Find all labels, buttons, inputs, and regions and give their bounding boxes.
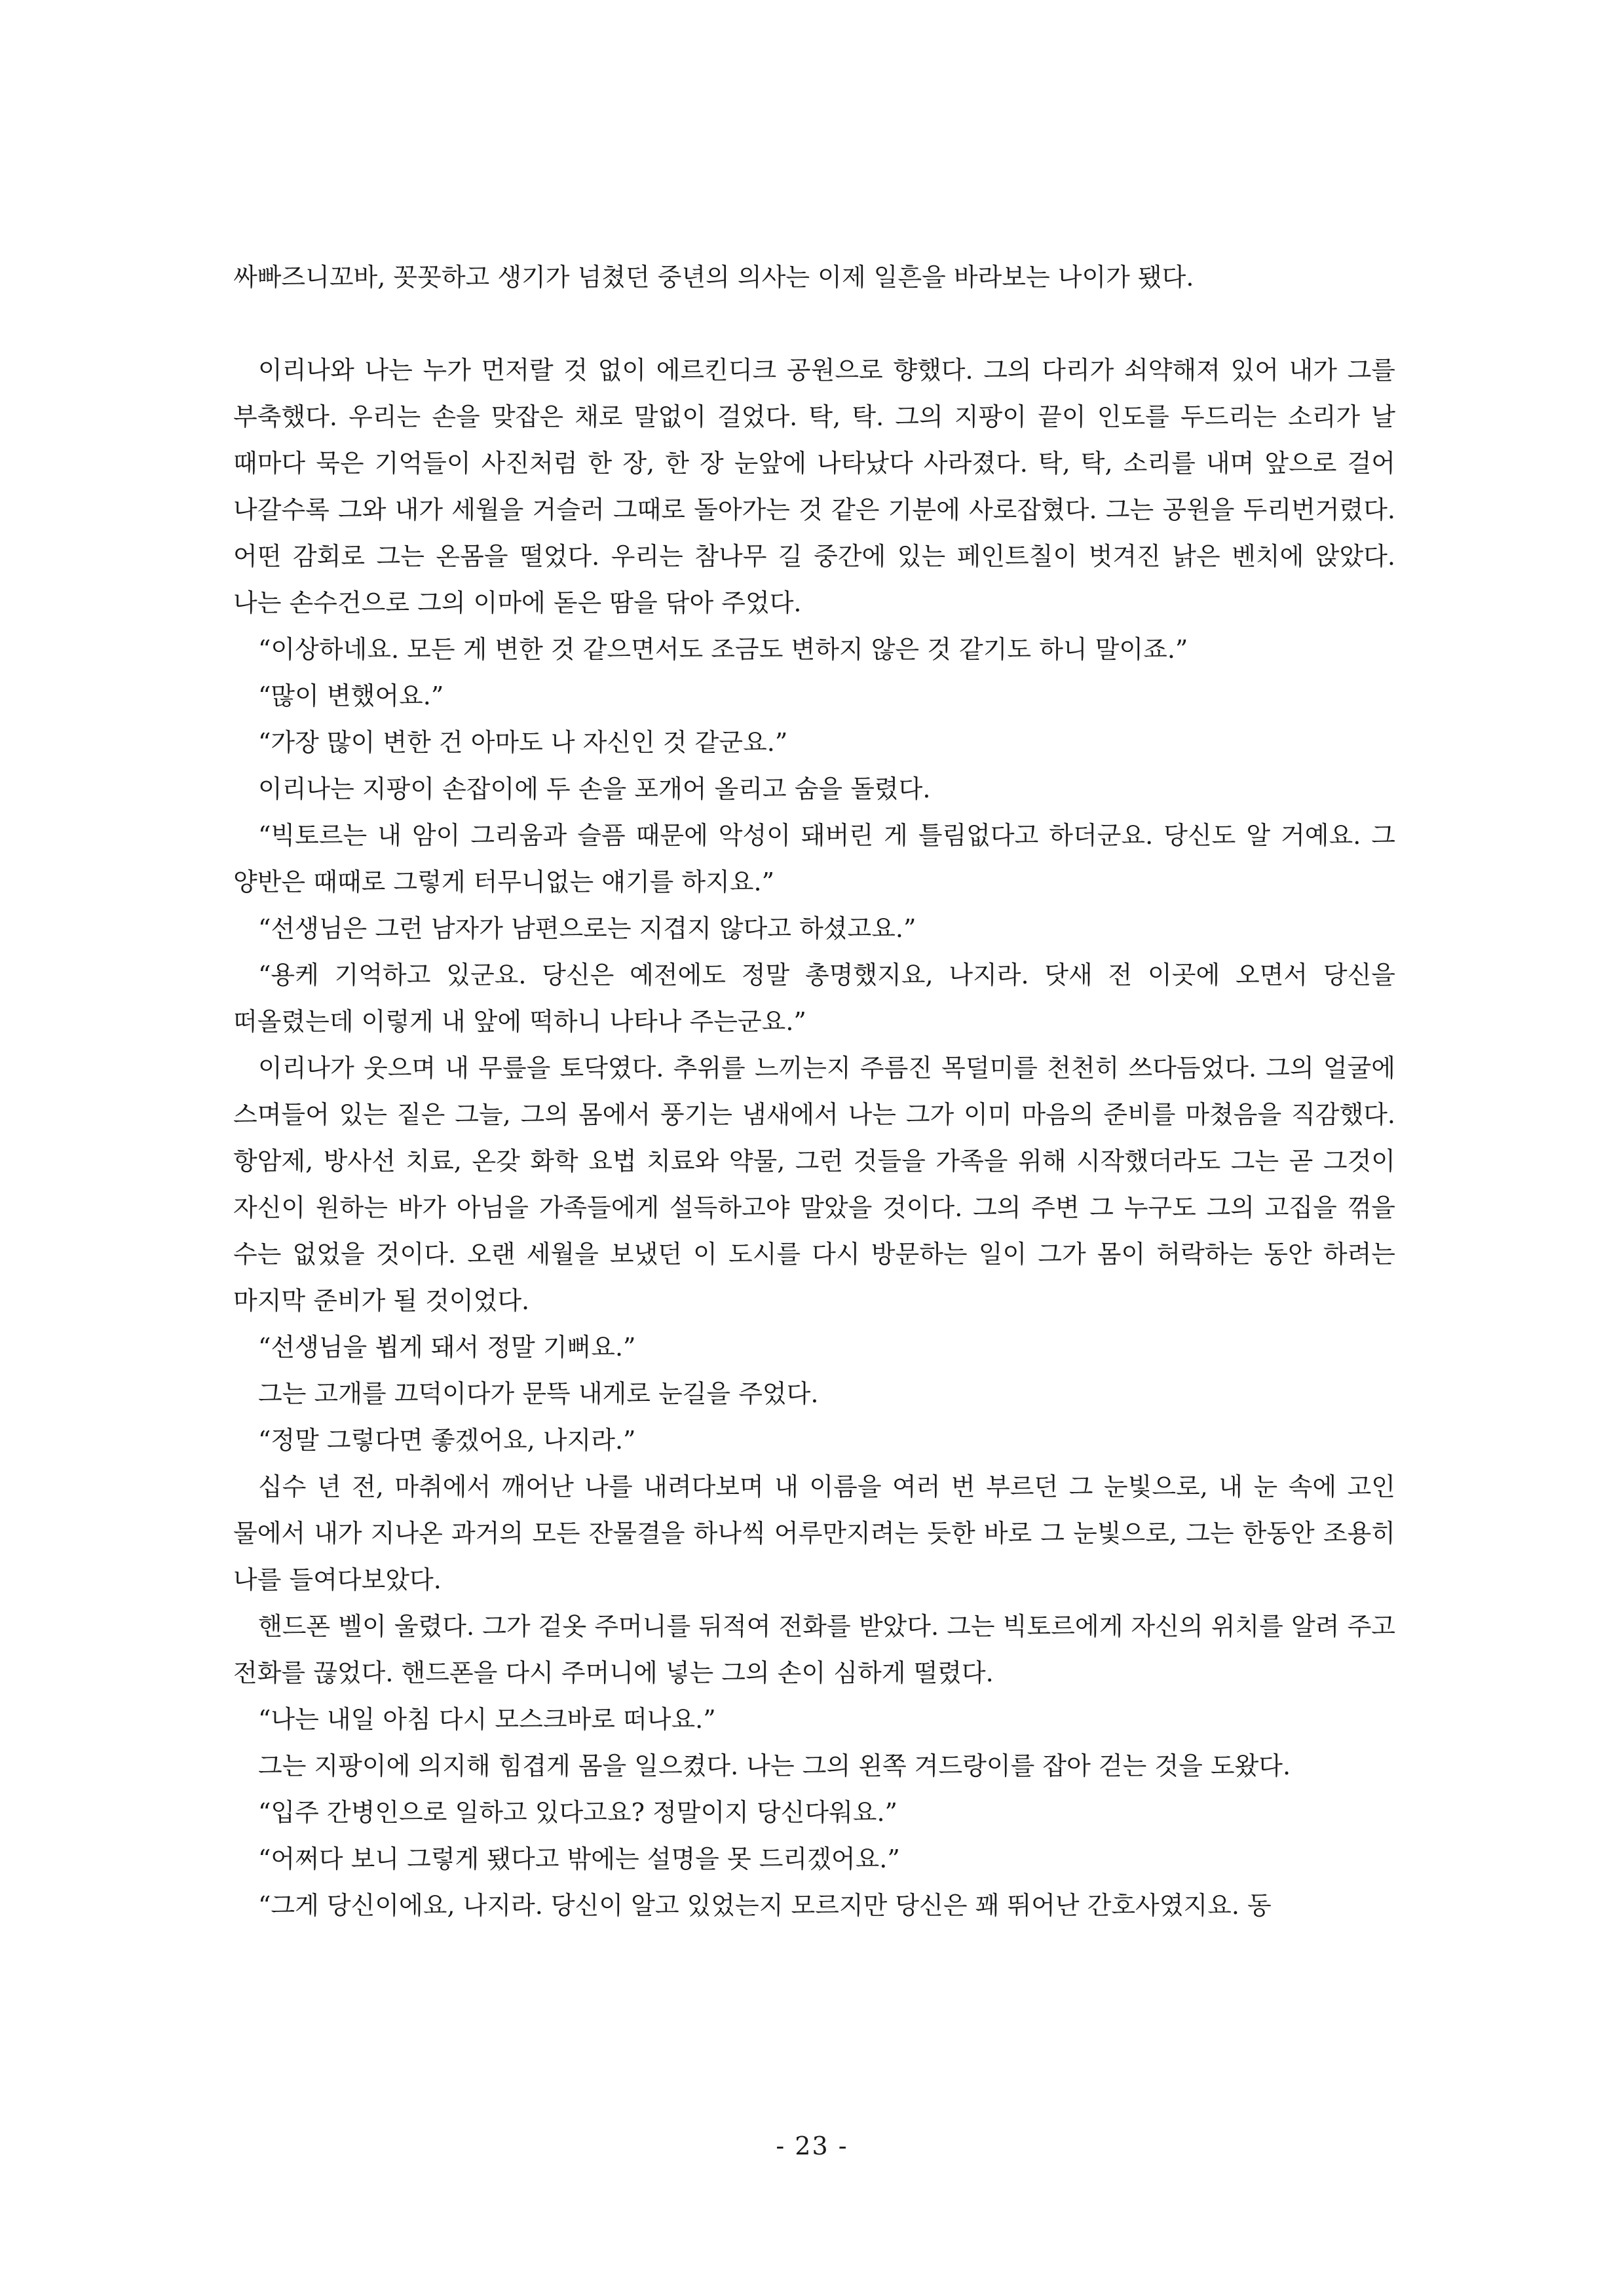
paragraph: 이리나와 나는 누가 먼저랄 것 없이 에르킨디크 공원으로 향했다. 그의 다리가 쇠약해져 있어 내가 그를 부축했다. 우리는 손을 맞잡은 채로 말없이 걸었다. 탁, 탁. 그의 지팡이 끝이 인도를 두드리는 소리가 날 때마다 묵은 기억들이 사진처럼 한 장, 한 장 눈앞에 나타났다 사라졌다. 탁, 탁, 소리를 내며 앞으로 걸어 나갈수록 그와 내가 세월을 거슬러 그때로 돌아가는 것 같은 기분에 사로잡혔다. 그는 공원을 두리번거렸다. 어떤 감회로 그는 온몸을 떨었다. 우리는 참나무 길 중간에 있는 페인트칠이 벗겨진 낡은 벤치에 앉았다. 나는 손수건으로 그의 이마에 돋은 땀을 닦아 주었다. — [233, 356, 1395, 617]
paragraph: 이리나는 지팡이 손잡이에 두 손을 포개어 올리고 숨을 돌렸다. — [258, 775, 931, 803]
paragraph: 십수 년 전, 마취에서 깨어난 나를 내려다보며 내 이름을 여러 번 부르던 그 눈빛으로, 내 눈 속에 고인 물에서 내가 지나온 과거의 모든 잔물결을 하나씩 어루만지려는 듯한 바로 그 눈빛으로, 그는 한동안 조용히 나를 들여다보았다. — [233, 1472, 1395, 1594]
paragraph: 싸빠즈니꼬바, 꼿꼿하고 생기가 넘쳤던 중년의 의사는 이제 일흔을 바라보는 나이가 됐다. — [233, 263, 1194, 292]
page-body — [233, 254, 1395, 1929]
paragraph: 핸드폰 벨이 울렸다. 그가 겉옷 주머니를 뒤적여 전화를 받았다. 그는 빅토르에게 자신의 위치를 알려 주고 전화를 끊었다. 핸드폰을 다시 주머니에 넣는 그의 손이 심하게 떨렸다. — [233, 1612, 1395, 1687]
dialogue-line: “선생님을 뵙게 돼서 정말 기뻐요.” — [258, 1333, 636, 1362]
dialogue-line: “나는 내일 아침 다시 모스크바로 떠나요.” — [258, 1705, 716, 1734]
dialogue-line: “정말 그렇다면 좋겠어요, 나지라.” — [258, 1426, 636, 1455]
dialogue-line: “많이 변했어요.” — [258, 681, 444, 710]
dialogue-line: “그게 당신이에요, 나지라. 당신이 알고 있었는지 모르지만 당신은 꽤 뛰어난 간호사였지요. 동 — [258, 1891, 1272, 1920]
paragraph: 그는 지팡이에 의지해 힘겹게 몸을 일으켰다. 나는 그의 왼쪽 겨드랑이를 잡아 걷는 것을 도왔다. — [258, 1751, 1291, 1780]
dialogue-line: “빅토르는 내 암이 그리움과 슬픔 때문에 악성이 돼버린 게 틀림없다고 하더군요. 당신도 알 거예요. 그 양반은 때때로 그렇게 터무니없는 얘기를 하지요.” — [233, 821, 1395, 896]
dialogue-line: “가장 많이 변한 건 아마도 나 자신인 것 같군요.” — [258, 728, 788, 757]
paragraph: 그는 고개를 끄덕이다가 문뜩 내게로 눈길을 주었다. — [258, 1379, 819, 1408]
dialogue-line: “용케 기억하고 있군요. 당신은 예전에도 정말 총명했지요, 나지라. 닷새 전 이곳에 오면서 당신을 떠올렸는데 이렇게 내 앞에 떡하니 나타나 주는군요.” — [233, 961, 1395, 1036]
dialogue-line: “선생님은 그런 남자가 남편으로는 지겹지 않다고 하셨고요.” — [258, 914, 916, 943]
paragraph: 이리나가 웃으며 내 무릎을 토닥였다. 추위를 느끼는지 주름진 목덜미를 천천히 쓰다듬었다. 그의 얼굴에 스며들어 있는 짙은 그늘, 그의 몸에서 풍기는 냄새에서 나는 그가 이미 마음의 준비를 마쳤음을 직감했다. 항암제, 방사선 치료, 온갖 화학 요법 치료와 약물, 그런 것들을 가족을 위해 시작했더라도 그는 곧 그것이 자신이 원하는 바가 아님을 가족들에게 설득하고야 말았을 것이다. 그의 주변 그 누구도 그의 고집을 꺾을 수는 없었을 것이다. 오랜 세월을 보냈던 이 도시를 다시 방문하는 일이 그가 몸이 허락하는 동안 하려는 마지막 준비가 될 것이었다. — [233, 1054, 1395, 1315]
dialogue-line: “어쩌다 보니 그렇게 됐다고 밖에는 설명을 못 드리겠어요.” — [258, 1845, 900, 1873]
dialogue-line: “이상하네요. 모든 게 변한 것 같으면서도 조금도 변하지 않은 것 같기도 하니 말이죠.” — [258, 635, 1188, 664]
dialogue-line: “입주 간병인으로 일하고 있다고요? 정말이지 당신다워요.” — [258, 1798, 897, 1827]
page-number: - 23 - — [776, 2132, 848, 2160]
